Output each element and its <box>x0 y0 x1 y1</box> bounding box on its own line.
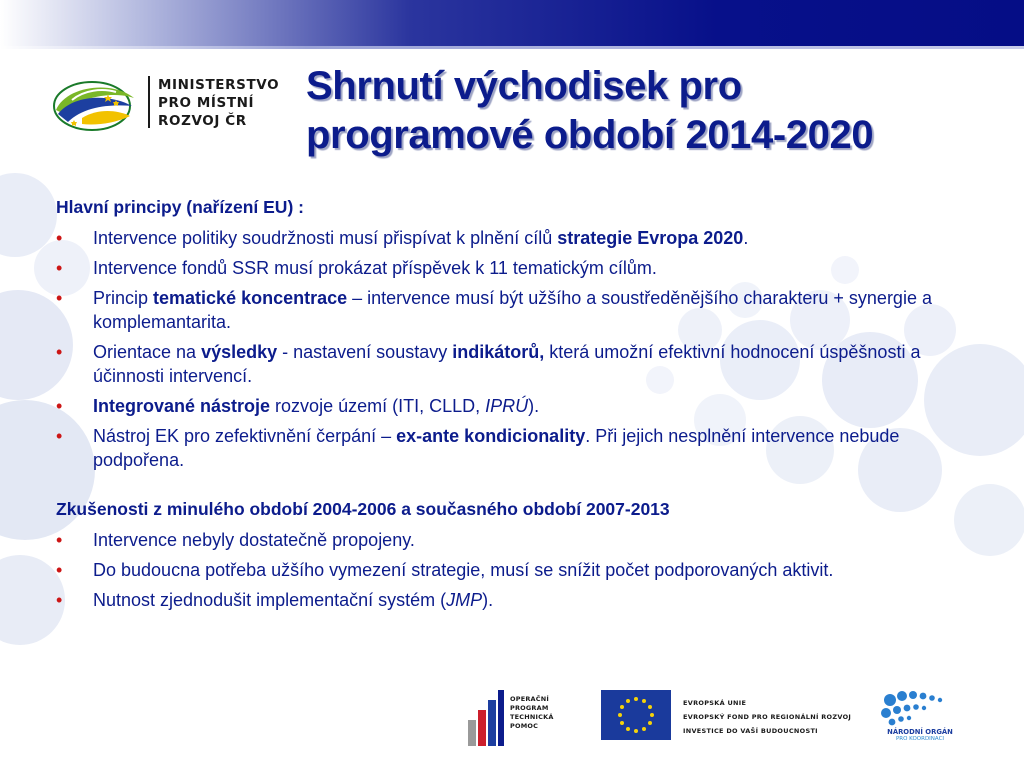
item-text: Nástroj EK pro zefektivnění čerpání – <box>93 426 397 446</box>
item-text: Do budoucna potřeba užšího vymezení strategie, musí se snížit počet podporovaných aktivit. <box>93 560 834 580</box>
item-italic: IPRÚ <box>485 396 529 416</box>
item-text: Princip <box>93 288 154 308</box>
bullet-icon: • <box>56 288 63 308</box>
item-text: . <box>743 228 749 248</box>
section-heading-principles: Hlavní principy (nařízení EU) : <box>56 197 304 217</box>
list-item <box>56 424 976 472</box>
title-line-1: Shrnutí východisek pro <box>306 64 742 108</box>
bullet-icon: • <box>56 342 63 362</box>
section-heading-experience: Zkušenosti z minulého období 2004-2006 a současného období 2007-2013 <box>56 499 670 519</box>
bullet-icon: • <box>56 560 63 580</box>
list-item <box>56 256 976 280</box>
ministry-line-3: ROZVOJ ČR <box>158 113 247 129</box>
nok-line-2: PRO KOORDINACI <box>895 736 945 742</box>
list-item <box>56 588 976 612</box>
list-item <box>56 528 976 552</box>
bullet-icon: • <box>56 258 63 278</box>
item-text: rozvoje území (ITI, CLLD, <box>270 396 486 416</box>
bullet-icon: • <box>56 396 63 416</box>
title-line-2: programové období 2014-2020 <box>306 113 874 157</box>
item-emphasis: ex-ante kondicionality <box>396 426 586 446</box>
eu-line: EVROPSKÝ FOND PRO REGIONÁLNÍ ROZVOJ <box>683 713 852 721</box>
list-item <box>56 558 976 582</box>
item-emphasis: Integrované nástroje <box>93 396 271 416</box>
item-emphasis: tematické koncentrace <box>153 288 348 308</box>
item-italic: JMP <box>446 590 483 610</box>
ministry-line-2: PRO MÍSTNÍ <box>158 95 255 111</box>
optp-text <box>510 695 554 731</box>
item-text: která umožní efektivní hodnocení úspěšnosti a účinnosti intervencí. <box>93 342 921 386</box>
bullet-icon: • <box>56 426 63 446</box>
eu-line: EVROPSKÁ UNIE <box>683 699 747 707</box>
item-text: – intervence musí být užšího a soustředěnějšího charakteru + synergie a komplemantarita. <box>93 288 932 332</box>
eu-flag-icon <box>601 690 671 740</box>
bullet-icon: • <box>56 530 63 550</box>
item-text: ). <box>528 396 540 416</box>
slide-content <box>56 196 976 618</box>
nok-text <box>868 728 972 742</box>
page-title <box>306 62 1006 160</box>
eu-text <box>683 696 851 738</box>
item-emphasis: výsledky <box>201 342 278 362</box>
optp-line: PROGRAM <box>510 704 549 712</box>
optp-line: TECHNICKÁ <box>510 713 554 721</box>
item-text: - nastavení soustavy <box>277 342 453 362</box>
mmr-logo <box>52 74 138 136</box>
item-emphasis: strategie Evropa 2020 <box>557 228 744 248</box>
list-item <box>56 340 976 388</box>
list-item <box>56 286 976 334</box>
item-emphasis: indikátorů, <box>452 342 545 362</box>
item-text: ). <box>482 590 494 610</box>
optp-bars-icon <box>468 690 506 746</box>
logo-divider <box>148 76 150 128</box>
bullet-icon: • <box>56 590 63 610</box>
item-text: Nutnost zjednodušit implementační systém ( <box>93 590 447 610</box>
list-item <box>56 394 976 418</box>
list-item <box>56 226 976 250</box>
optp-line: POMOC <box>510 722 539 730</box>
ministry-line-1: MINISTERSTVO <box>158 77 280 93</box>
item-text: Orientace na <box>93 342 202 362</box>
item-text: . Při jejich nesplnění intervence nebude podpořena. <box>93 426 900 470</box>
item-text: Intervence fondů SSR musí prokázat příspěvek k 11 tematickým cílům. <box>93 258 657 278</box>
optp-logo <box>468 690 568 746</box>
item-text: Intervence politiky soudržnosti musí přispívat k plnění cílů <box>93 228 558 248</box>
optp-line: OPERAČNÍ <box>510 695 549 703</box>
bullet-icon: • <box>56 228 63 248</box>
nok-line-1: NÁRODNÍ ORGÁN <box>887 728 953 736</box>
item-text: Intervence nebyly dostatečně propojeny. <box>93 530 415 550</box>
eu-line: INVESTICE DO VAŠÍ BUDOUCNOSTI <box>683 727 818 735</box>
ministry-name <box>158 76 279 130</box>
footer-logos <box>0 686 1024 768</box>
